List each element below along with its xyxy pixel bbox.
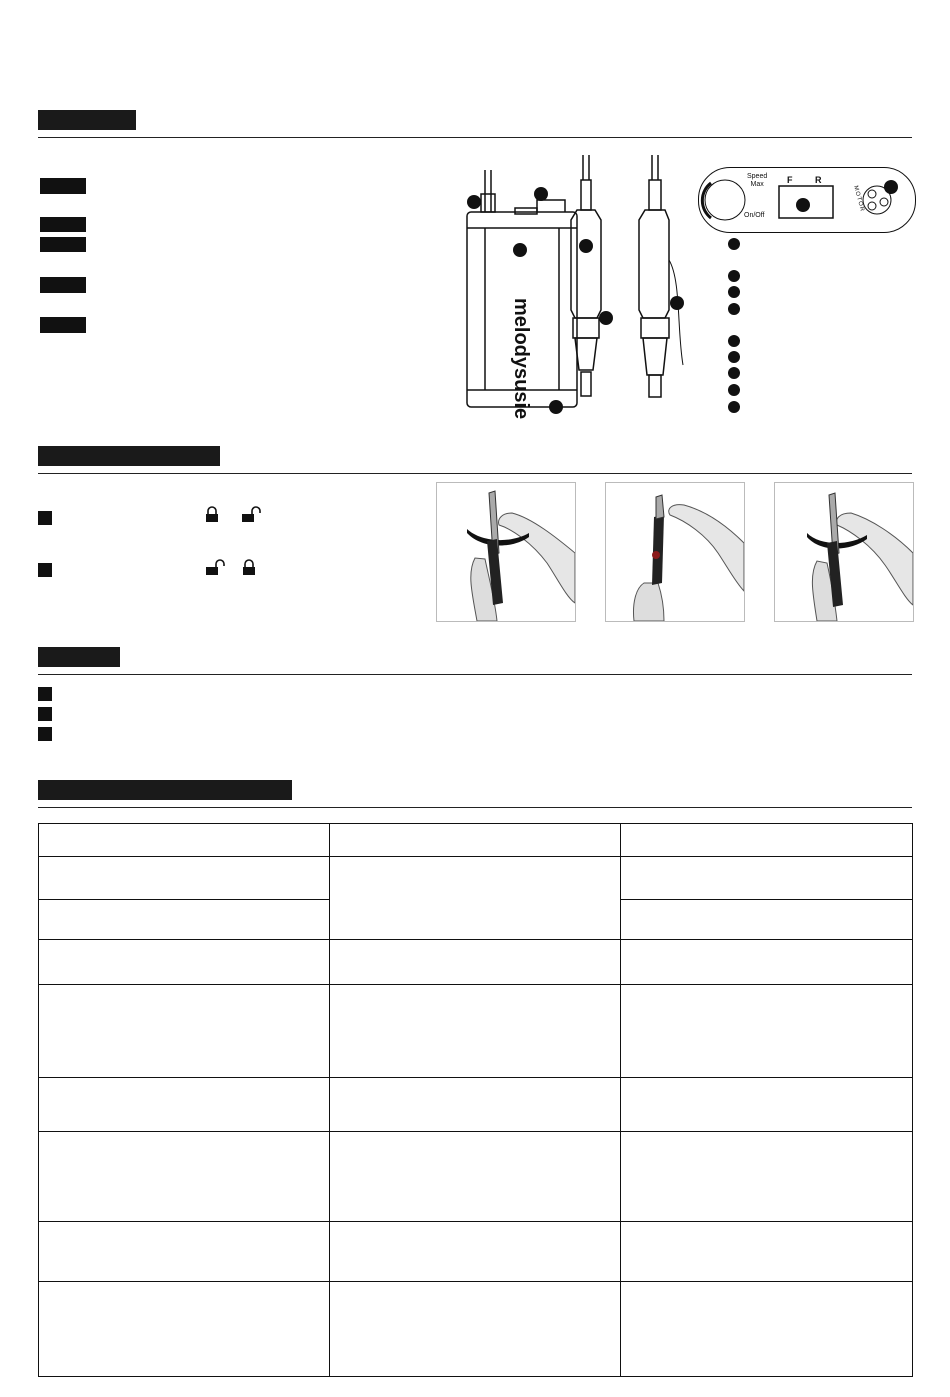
marker-2 bbox=[534, 187, 548, 201]
table-cell bbox=[39, 1222, 330, 1282]
lock-closed-icon bbox=[205, 506, 219, 523]
table-cell bbox=[39, 1132, 330, 1222]
marker-4 bbox=[579, 239, 593, 253]
list-dot-9 bbox=[728, 401, 740, 413]
list-dot-3 bbox=[728, 286, 740, 298]
table-cell bbox=[621, 857, 913, 900]
table-cell bbox=[621, 1282, 913, 1377]
list-dot-2 bbox=[728, 270, 740, 282]
table-cell bbox=[330, 857, 621, 940]
section-header-bar-4 bbox=[38, 780, 292, 800]
handpiece-side bbox=[639, 155, 683, 397]
photo-step-1 bbox=[436, 482, 576, 622]
list-dot-8 bbox=[728, 384, 740, 396]
table-cell bbox=[621, 1132, 913, 1222]
table-cell bbox=[621, 985, 913, 1078]
table-cell bbox=[621, 1222, 913, 1282]
bullet-square-3 bbox=[38, 727, 52, 741]
lock-open-icon bbox=[205, 559, 227, 576]
photo-step-3 bbox=[774, 482, 914, 622]
troubleshooting-table bbox=[38, 823, 913, 1377]
section-divider-2 bbox=[38, 473, 912, 474]
table-cell bbox=[330, 824, 621, 857]
marker-6 bbox=[549, 400, 563, 414]
table-cell bbox=[330, 1282, 621, 1377]
motor-label: MOTOR bbox=[852, 185, 866, 213]
photo-step-2 bbox=[605, 482, 745, 622]
list-dot-5 bbox=[728, 335, 740, 347]
marker-7 bbox=[670, 296, 684, 310]
table-row bbox=[39, 1078, 913, 1132]
table-cell bbox=[621, 940, 913, 985]
table-row bbox=[39, 985, 913, 1078]
table-row bbox=[39, 1222, 913, 1282]
table-row bbox=[39, 1132, 913, 1222]
label-block-5 bbox=[40, 317, 86, 333]
label-block-4 bbox=[40, 277, 86, 293]
table-cell bbox=[330, 1132, 621, 1222]
table-cell bbox=[39, 857, 330, 900]
table-cell bbox=[39, 824, 330, 857]
section-divider-1 bbox=[38, 137, 912, 138]
section-header-bar-2 bbox=[38, 446, 220, 466]
section-divider-4 bbox=[38, 807, 912, 808]
list-dot-7 bbox=[728, 367, 740, 379]
table-cell bbox=[330, 940, 621, 985]
device-diagram bbox=[455, 150, 695, 428]
list-dot-1 bbox=[728, 238, 740, 250]
marker-5 bbox=[599, 311, 613, 325]
section-divider-3 bbox=[38, 674, 912, 675]
onoff-label: On/Off bbox=[744, 212, 765, 219]
table-cell bbox=[39, 985, 330, 1078]
table-cell bbox=[621, 900, 913, 940]
table-cell bbox=[330, 985, 621, 1078]
table-cell bbox=[39, 1282, 330, 1377]
step-square-2 bbox=[38, 563, 52, 577]
marker-3 bbox=[513, 243, 527, 257]
lock-open-icon bbox=[241, 506, 263, 523]
list-dot-4 bbox=[728, 303, 740, 315]
section-header-bar-3 bbox=[38, 647, 120, 667]
marker-1 bbox=[467, 195, 481, 209]
table-cell bbox=[39, 1078, 330, 1132]
lock-closed-icon bbox=[242, 559, 256, 576]
list-dot-6 bbox=[728, 351, 740, 363]
table-cell bbox=[621, 1078, 913, 1132]
forward-label: F bbox=[787, 175, 793, 185]
bullet-square-1 bbox=[38, 687, 52, 701]
table-row bbox=[39, 1282, 913, 1377]
table-cell bbox=[330, 1078, 621, 1132]
label-block-2 bbox=[40, 217, 86, 232]
control-panel-illustration bbox=[698, 167, 916, 233]
section-header-bar-1 bbox=[38, 110, 136, 130]
label-block-3 bbox=[40, 237, 86, 252]
speed-max-label: Speed Max bbox=[747, 173, 768, 188]
table-cell bbox=[39, 900, 330, 940]
table-row bbox=[39, 857, 913, 900]
handpiece-front bbox=[571, 155, 601, 396]
table-cell bbox=[330, 1222, 621, 1282]
label-block-1 bbox=[40, 178, 86, 194]
table-header-row bbox=[39, 824, 913, 857]
table-cell bbox=[621, 824, 913, 857]
step-square-1 bbox=[38, 511, 52, 525]
table-row bbox=[39, 940, 913, 985]
bullet-square-2 bbox=[38, 707, 52, 721]
brand-logo: melodysusie bbox=[510, 298, 532, 420]
table-cell bbox=[39, 940, 330, 985]
reverse-label: R bbox=[815, 175, 822, 185]
